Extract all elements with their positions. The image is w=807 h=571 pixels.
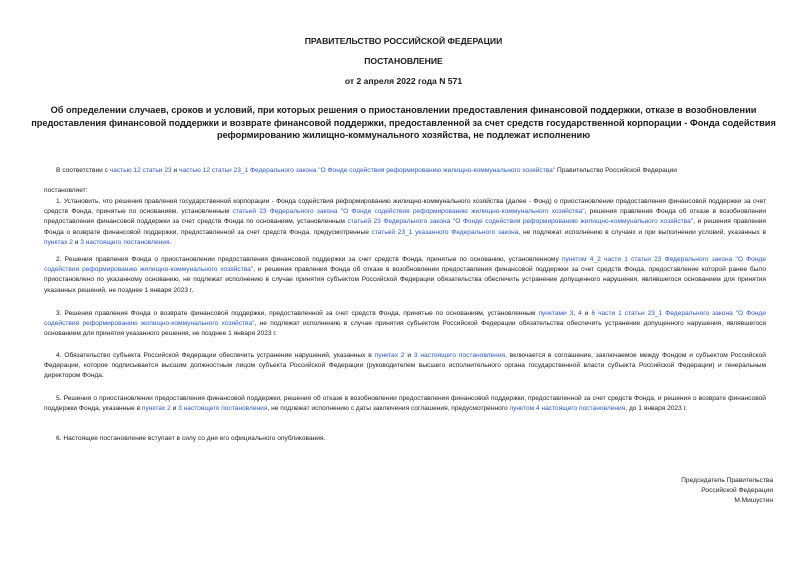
internal-link[interactable]: пунктах 2 <box>374 352 405 359</box>
preamble-text: В соответствии с <box>56 167 110 174</box>
paragraph-1 <box>44 197 766 248</box>
law-link[interactable]: статьей 23 Федерального закона "О Фонде содействия реформированию жилищно-коммунального хозяйства" <box>232 208 585 216</box>
law-link[interactable]: 6 части 1 статьи 23_1 Федерального закона "О Фонде содействия реформированию жилищно-коммунального хозяйства" <box>44 310 766 328</box>
law-link[interactable]: 4 <box>578 310 582 317</box>
paragraph-text: , и решения правления Фонда об отказе в возобновлении предоставления финансовой поддержки за счет средств Фонда, предоставление которой ранее было приостановлено по указанному основанию, не подлежат исполнению в случае принятия субъектом Российской Федерации обязательства обеспечить устранение допущенного нарушения, являвшегося основанием для принятия указанных решений, не позднее 1 января 2023 г. <box>44 266 766 294</box>
law-link[interactable]: пунктом 4_2 части 1 статьи 23 Федерального закона "О Фонде содействия реформированию жилищно-коммунального хозяйства" <box>44 256 766 274</box>
law-link[interactable]: статьей 23 Федерального закона "О Фонде содействия реформированию жилищно-коммунального хозяйства" <box>347 218 694 226</box>
preamble-paragraph <box>44 166 766 176</box>
paragraph-text: , включается в соглашение, заключаемое между Фондом и субъектом Российской Федерации, которое подписывается высшим должностным лицом субъекта Российской Федерации (руководителем высшего исполнительного органа государственной власти субъекта Российской Федерации) и генеральным директором Фонда. <box>44 352 766 380</box>
paragraph-text: 2. Решения правления Фонда о приостановлении предоставления финансовой поддержки за счет средств Фонда, принятые по основанию, установленному <box>56 256 562 263</box>
paragraph-text: 3. Решения правления Фонда о возврате финансовой поддержки, предоставленной за счет средств Фонда, принятые по основаниям, установленным <box>56 310 539 317</box>
law-link[interactable]: частью 12 статьи 23_1 Федерального закона "О Фонде содействия реформированию жилищно-коммунального хозяйства" <box>179 167 556 174</box>
preamble-text: и <box>171 167 180 174</box>
paragraph-text: , решения правления Фонда об отказе в возобновлении предоставления финансовой поддержки за счет средств Фонда по основаниям, установленным <box>44 208 767 226</box>
internal-link[interactable]: пунктом 4 настоящего постановления <box>509 405 626 413</box>
government-heading: ПРАВИТЕЛЬСТВО РОССИЙСКОЙ ФЕДЕРАЦИИ <box>304 36 503 46</box>
paragraph-text: . <box>169 238 172 246</box>
law-link[interactable]: пунктами 3 <box>538 310 574 317</box>
paragraph-text: , не подлежат исполнению с даты заключения соглашения, предусмотренного <box>267 405 510 413</box>
signature-position: Председатель Правительства <box>681 477 773 484</box>
paragraph-text: 1. Установить, что решения правления государственной корпорации - Фонда содействия реформированию жилищно-коммунального хозяйства (далее - Фонд) о приостановлении предоставления финансовой поддержки за счет средств Фонда, принятые по основаниям, установленным <box>44 198 766 216</box>
paragraph-text: 5. Решения о приостановлении предоставления финансовой поддержки, решения об отказе в возобновлении предоставления финансовой поддержки, предоставленной за счет средств Фонда, и решения о возврате финансовой поддержки Фонда, указанные в <box>44 395 766 413</box>
document-type-heading: ПОСТАНОВЛЕНИЕ <box>364 56 443 66</box>
paragraph-text: , не подлежат исполнению в случае принятия субъектом Российской Федерации обязательства обеспечить устранение допущенного нарушения, являвшегося основанием для принятия указанного решения, не позднее 1 января 2023 г. <box>44 320 766 338</box>
paragraph-text: , до 1 января 2023 г. <box>625 405 688 413</box>
paragraph-text: , и решения правления Фонда о возврате финансовой поддержки, предоставленной за счет средств Фонда, предусмотренные <box>44 218 766 236</box>
paragraph-4 <box>44 351 766 382</box>
law-link[interactable]: статьей 23_1 указанного Федерального закона <box>371 228 519 236</box>
signature-name: М.Мишустин <box>734 496 773 504</box>
internal-link[interactable]: пунктах 2 <box>141 405 171 413</box>
preamble-text: Правительство Российской Федерации <box>555 167 677 174</box>
internal-link[interactable]: 3 настоящего постановления <box>413 352 506 359</box>
paragraph-text: , не подлежат исполнению в случаях и при выполнении условий, указанных в <box>518 228 766 236</box>
paragraph-text: и <box>72 238 81 246</box>
paragraph-text: 6. Настоящее постановление вступает в силу со дня его официального опубликования. <box>56 435 326 442</box>
paragraph-3 <box>44 309 766 340</box>
paragraph-text: и <box>404 352 414 359</box>
signature-country: Российской Федерации <box>701 486 773 494</box>
paragraph-6 <box>44 434 766 444</box>
paragraph-text: и <box>581 310 592 317</box>
internal-link[interactable]: 3 настоящего постановления <box>178 405 268 413</box>
paragraph-2 <box>44 255 766 296</box>
paragraph-text: 4. Обязательство субъекта Российской Федерации обеспечить устранение нарушений, указанных в <box>56 352 375 359</box>
internal-link[interactable]: пунктах 2 <box>44 238 73 246</box>
document-title: Об определении случаев, сроков и условий, при которых решения о приостановлении предоставления финансовой поддержки, отказе в возобновлении предоставления финансовой поддержки и возврате финансовой поддержки, предоставленной за счет средств государственной корпорации - Фонда содействия реформированию жилищно-коммунального хозяйства, не подлежат исполнению <box>31 105 776 140</box>
law-link[interactable]: частью 12 статьи 23 <box>109 167 172 174</box>
paragraph-text: , <box>573 310 579 317</box>
internal-link[interactable]: 3 настоящего постановления <box>80 238 170 246</box>
signature-block <box>681 476 773 505</box>
date-number-heading: от 2 апреля 2022 года N 571 <box>344 76 463 86</box>
paragraph-text: и <box>170 405 179 413</box>
decree-word: постановляет: <box>44 187 88 194</box>
paragraph-5 <box>44 394 766 414</box>
